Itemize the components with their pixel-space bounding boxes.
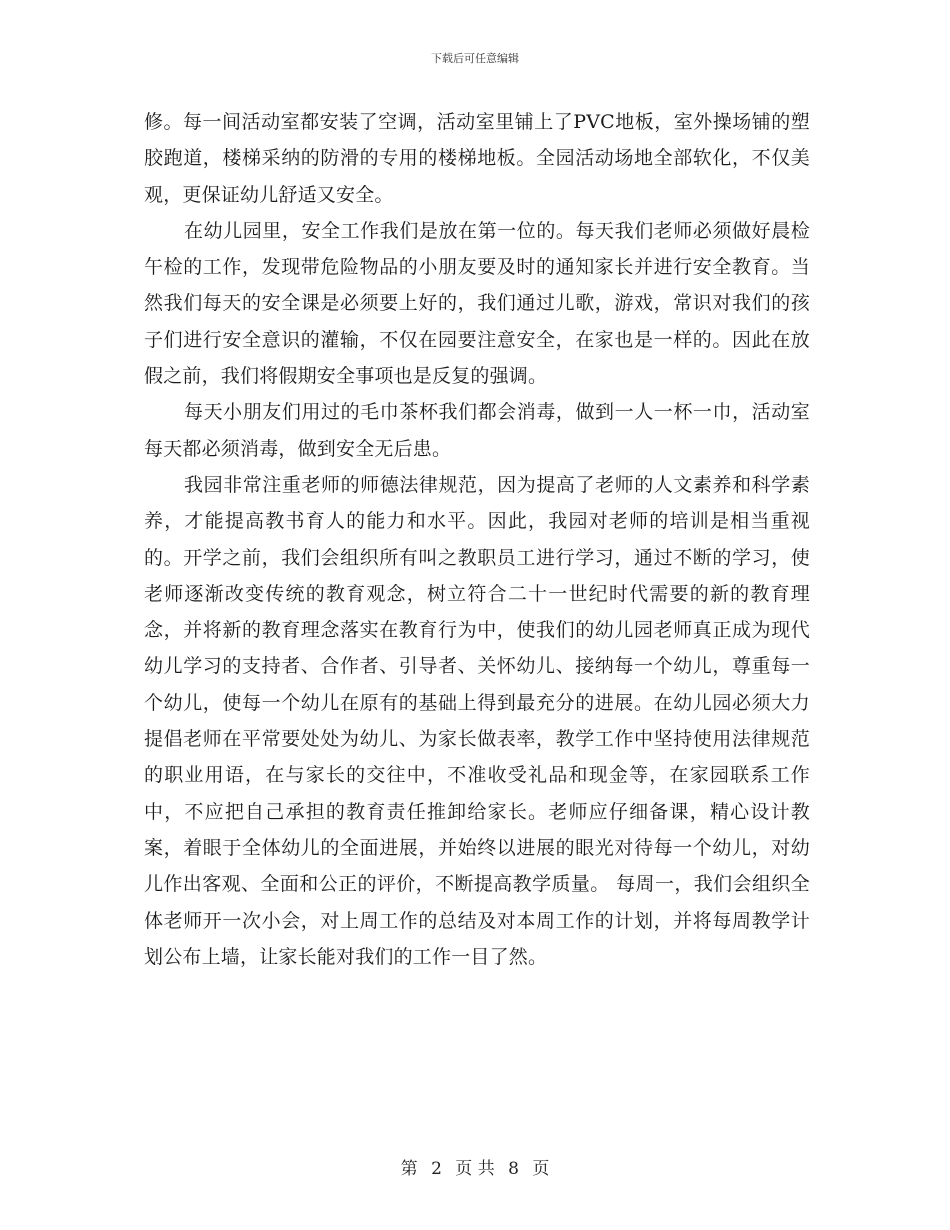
paragraph-3: 每天小朋友们用过的毛巾茶杯我们都会消毒，做到一人一杯一巾，活动室每天都必须消毒，做到安全无后患。 xyxy=(144,401,810,460)
footer-middle: 页 共 xyxy=(455,1159,495,1179)
current-page-number: 2 xyxy=(431,1159,442,1179)
footer-suffix: 页 xyxy=(532,1159,550,1179)
paragraph-4: 我园非常注重老师的师德法律规范，因为提高了老师的人文素养和科学素养，才能提高教书育人的能力和水平。因此，我园对老师的培训是相当重视的。开学之前，我们会组织所有叫之教职员工进行学习，通过不断的学习，使老师逐渐改变传统的教育观念，树立符合二十一世纪时代需要的新的教育理念，并将新的教育理念落实在教育行为中，使我们的幼儿园老师真正成为现代幼儿学习的支持者、合作者、引导者、关怀幼儿、接纳每一个幼儿，尊重每一个幼儿，使每一个幼儿在原有的基础上得到最充分的进展。在幼儿园必须大力提倡老师在平常要处处为幼儿、为家长做表率，教学工作中坚持使用法律规范的职业用语，在与家长的交往中，不准收受礼品和现金等，在家园联系工作中，不应把自己承担的教育责任推卸给家长。老师应仔细备课，精心设计教案，着眼于全体幼儿的全面进展，并始终以进展的眼光对待每一个幼儿，对幼儿作出客观、全面和公正的评价，不断提高教学质量。 每周一，我们会组织全体老师开一次小会，对上周工作的总结及对本周工作的计划，并将每周教学计划公布上墙，让家长能对我们的工作一目了然。 xyxy=(144,473,810,968)
paragraph-1: 修。每一间活动室都安装了空调，活动室里铺上了PVC地板，室外操场铺的塑胶跑道，楼梯采纳的防滑的专用的楼梯地板。全园活动场地全部软化，不仅美观，更保证幼儿舒适又安全。 xyxy=(144,111,810,206)
total-page-count: 8 xyxy=(508,1159,519,1179)
page-footer xyxy=(0,1154,950,1179)
footer-prefix: 第 xyxy=(400,1159,418,1179)
document-body xyxy=(144,104,810,975)
page-header: 下载后可任意编辑 xyxy=(431,52,519,65)
paragraph-2: 在幼儿园里，安全工作我们是放在第一位的。每天我们老师必须做好晨检午检的工作，发现带危险物品的小朋友要及时的通知家长并进行安全教育。当然我们每天的安全课是必须要上好的，我们通过儿歌，游戏，常识对我们的孩子们进行安全意识的灌输，不仅在园要注意安全，在家也是一样的。因此在放假之前，我们将假期安全事项也是反复的强调。 xyxy=(144,219,810,388)
